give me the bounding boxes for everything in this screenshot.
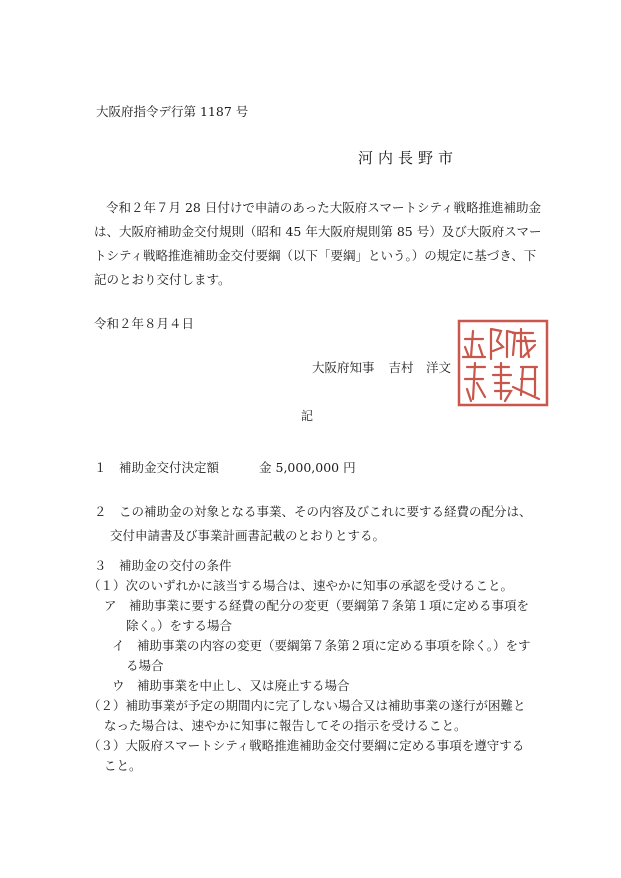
issuer-title: 大阪府知事 [312,360,375,375]
item-3-line: イ 補助事業の内容の変更（要綱第７条第２項に定める事項を除く。）をす [112,638,531,653]
official-seal-stamp [455,317,551,409]
recipient: 河内長野市 [358,149,459,167]
item-3-line: ウ 補助事業を中止し、又は廃止する場合 [112,678,350,693]
issue-date: 令和２年８月４日 [94,316,195,331]
item-2-line: ２ この補助金の対象となる事業、その内容及びこれに要する経費の配分は、 [94,504,532,519]
body-line: は、大阪府補助金交付規則（昭和 45 年大阪府規則第 85 号）及び大阪府スマー [94,224,542,239]
item-2-line: 交付申請書及び事業計画書記載のとおりとする。 [110,528,386,543]
item-3-line: る場合 [126,658,164,673]
body-line: 記のとおり交付します。 [94,272,231,287]
item-3-line: ア 補助事業に要する経費の配分の変更（要綱第７条第１項に定める事項を [104,598,530,613]
item-3-heading: ３ 補助金の交付の条件 [94,558,232,573]
item-1-amount: 金 5,000,000 円 [259,460,356,475]
body-line: トシティ戦略推進補助金交付要綱（以下「要綱」という。）の規定に基づき、下 [94,248,537,263]
item-3-line: （２）補助事業が予定の期間内に完了しない場合又は補助事業の遂行が困難と [88,698,526,713]
body-line: 令和２年７月 28 日付けで申請のあった大阪府スマートシティ戦略推進補助金 [106,200,541,215]
body-text [94,196,544,292]
item-2 [94,500,532,548]
issuer-name: 吉村 洋文 [388,360,452,375]
seal-graphic [455,317,551,409]
item-3-line: 除く。）をする場合 [126,618,233,633]
item-3-line: （１）次のいずれかに該当する場合は、速やかに知事の承認を受けること。 [88,578,514,593]
document-number: 大阪府指令デ行第 1187 号 [96,104,249,119]
item-3-line: （３）大阪府スマートシティ戦略推進補助金交付要綱に定める事項を遵守する [88,738,525,753]
ki-heading: 記 [301,409,314,423]
item-3-line: こと。 [104,758,142,773]
item-1 [94,460,356,476]
issuer [312,360,465,376]
item-3-line: なった場合は、速やかに知事に報告してその指示を受けること。 [104,718,467,733]
item-3 [88,556,531,776]
item-1-label: １ 補助金交付決定額 [94,460,220,475]
